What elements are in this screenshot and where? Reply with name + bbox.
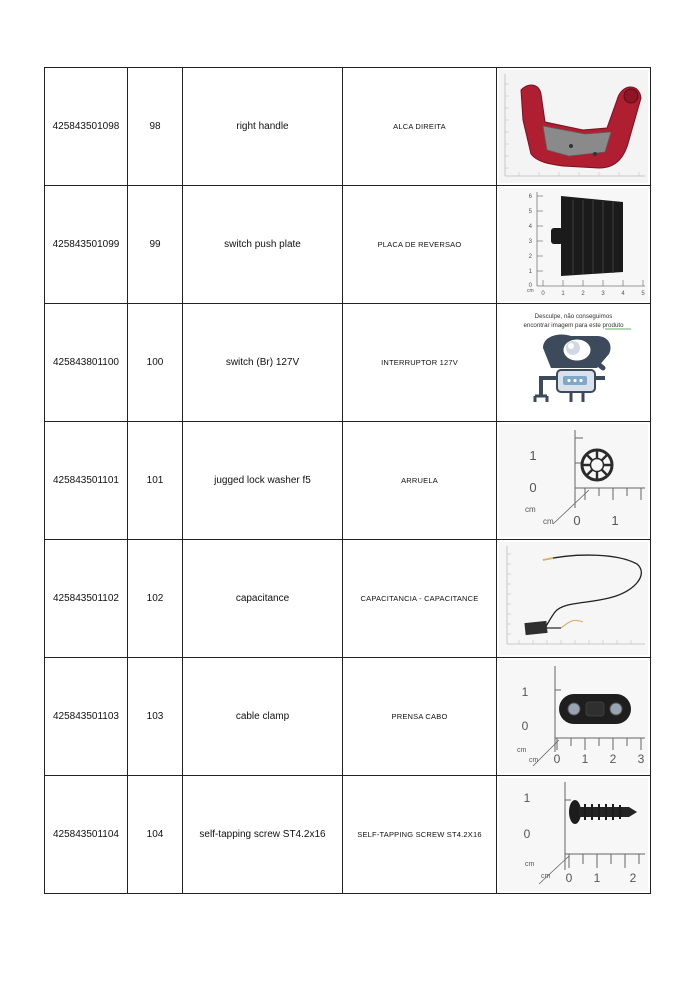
part-code: 425843501104: [45, 776, 128, 894]
part-code: 425843801100: [45, 304, 128, 422]
part-description: right handle: [183, 68, 343, 186]
part-description: cable clamp: [183, 658, 343, 776]
ruler-tick-label: 5: [528, 209, 532, 215]
part-description-pt: ALCA DIREITA: [343, 68, 497, 186]
item-number: 100: [128, 304, 183, 422]
ruler-unit: cm: [543, 517, 554, 526]
part-photo-cell: [497, 422, 651, 540]
table-row: [45, 540, 651, 658]
red-handle-photo: [499, 70, 648, 183]
ruler-unit: cm: [541, 873, 551, 880]
ruler-tick-label: 6: [528, 194, 532, 200]
part-photo-cell: [497, 304, 651, 422]
ruler-tick-label: 4: [528, 224, 532, 230]
ruler-tick-label: 2: [629, 871, 637, 885]
part-description-pt: PRENSA CABO: [343, 658, 497, 776]
ruler-tick-label: 1: [561, 291, 565, 297]
item-number: 101: [128, 422, 183, 540]
ruler-tick-label: 1: [521, 685, 529, 699]
ruler-tick-label: 0: [529, 480, 537, 495]
part-description: capacitance: [183, 540, 343, 658]
item-number: 102: [128, 540, 183, 658]
item-number: 98: [128, 68, 183, 186]
ruler-tick-label: 0: [565, 871, 573, 885]
table-row: [45, 776, 651, 894]
ruler-unit: cm: [517, 747, 527, 754]
item-number: 99: [128, 186, 183, 304]
part-photo-cell: [497, 658, 651, 776]
ruler-tick-label: 4: [621, 291, 625, 297]
part-description-pt: ARRUELA: [343, 422, 497, 540]
not-found-line1: Desculpe, não conseguimos: [534, 313, 613, 320]
ruler-tick-label: 1: [528, 269, 532, 275]
item-number: 103: [128, 658, 183, 776]
table-row: [45, 422, 651, 540]
ruler-tick-label: 0: [523, 827, 531, 841]
part-photo-cell: [497, 776, 651, 894]
part-code: 425843501101: [45, 422, 128, 540]
ruler-unit: cm: [525, 861, 535, 868]
part-code: 425843501099: [45, 186, 128, 304]
ruler-tick-label: 0: [573, 513, 581, 528]
part-description: jugged lock washer f5: [183, 422, 343, 540]
ruler-unit: cm: [527, 288, 534, 294]
part-description-pt: PLACA DE REVERSAO: [343, 186, 497, 304]
part-photo-cell: [497, 186, 651, 304]
ruler-tick-label: 1: [593, 871, 601, 885]
cable-clamp-photo: [499, 660, 648, 773]
ruler-tick-label: 5: [641, 291, 645, 297]
part-description: self-tapping screw ST4.2x16: [183, 776, 343, 894]
ruler-tick-label: 2: [528, 254, 532, 260]
ruler-tick-label: 1: [523, 791, 531, 805]
ruler-tick-label: 1: [581, 752, 589, 766]
part-photo-cell: [497, 68, 651, 186]
ruler-tick-label: 2: [581, 291, 585, 297]
table-row: [45, 68, 651, 186]
lock-washer-photo: [499, 424, 648, 537]
ruler-tick-label: 1: [611, 513, 619, 528]
table-row: [45, 186, 651, 304]
capacitor-photo: [499, 542, 648, 655]
table-row: [45, 304, 651, 422]
ruler-tick-label: 0: [528, 283, 532, 289]
part-description-pt: CAPACITANCIA - CAPACITANCE: [343, 540, 497, 658]
screw-photo: [499, 778, 648, 891]
not-found-line2: encontrar imagem para este produto: [523, 322, 624, 329]
ruler-tick-label: 0: [553, 752, 561, 766]
parts-table: [44, 67, 651, 894]
ruler-unit: cm: [525, 505, 536, 514]
ruler-tick-label: 1: [529, 448, 537, 463]
ruler-tick-label: 3: [601, 291, 605, 297]
image-not-found-placeholder: [499, 306, 648, 419]
part-description: switch push plate: [183, 186, 343, 304]
ruler-tick-label: 2: [609, 752, 617, 766]
item-number: 104: [128, 776, 183, 894]
part-description-pt: SELF-TAPPING SCREW ST4.2X16: [343, 776, 497, 894]
ruler-tick-label: 3: [637, 752, 645, 766]
part-photo-cell: [497, 540, 651, 658]
table-row: [45, 658, 651, 776]
ruler-tick-label: 3: [528, 239, 532, 245]
ruler-unit: cm: [529, 757, 539, 764]
part-description-pt: INTERRUPTOR 127V: [343, 304, 497, 422]
ruler-tick-label: 0: [521, 719, 529, 733]
ruler-tick-label: 0: [541, 291, 545, 297]
part-code: 425843501103: [45, 658, 128, 776]
part-description: switch (Br) 127V: [183, 304, 343, 422]
part-code: 425843501098: [45, 68, 128, 186]
part-code: 425843501102: [45, 540, 128, 658]
switch-plate-photo: [499, 188, 648, 301]
